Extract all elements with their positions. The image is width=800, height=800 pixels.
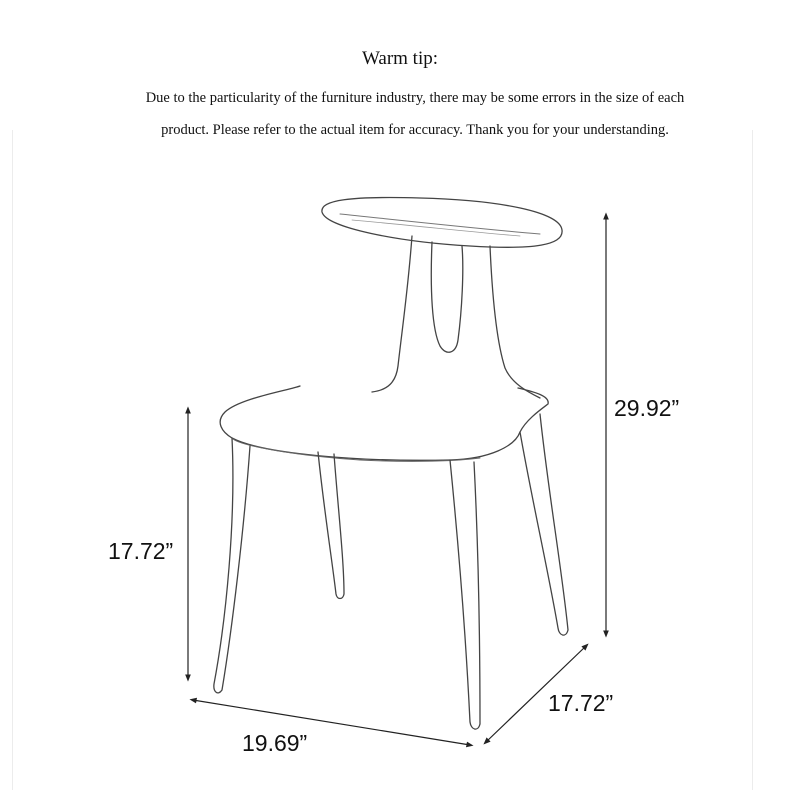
chair-backrest-stem — [372, 236, 540, 398]
chair-leg-front-right — [450, 460, 480, 729]
width-label: 19.69” — [242, 730, 308, 756]
chair-leg-front-left — [214, 438, 250, 693]
chair-leg-back-right — [520, 414, 568, 635]
depth-label: 17.72” — [548, 690, 614, 716]
chair-backrest-slot — [431, 242, 463, 352]
warm-tip-line-2: product. Please refer to the actual item for accuracy. Thank you for your understanding. — [161, 122, 669, 138]
warm-tip-title: Warm tip: — [361, 48, 439, 69]
warm-tip-line-1: Due to the particularity of the furniture industry, there may be some errors in the size of each — [145, 90, 685, 106]
height-total-label: 29.92” — [614, 395, 680, 421]
chair-backrest-plate — [322, 198, 562, 248]
seat-height-label: 17.72” — [108, 538, 174, 564]
chair-leg-back-left — [318, 452, 344, 599]
width-dimension-line — [193, 700, 470, 745]
